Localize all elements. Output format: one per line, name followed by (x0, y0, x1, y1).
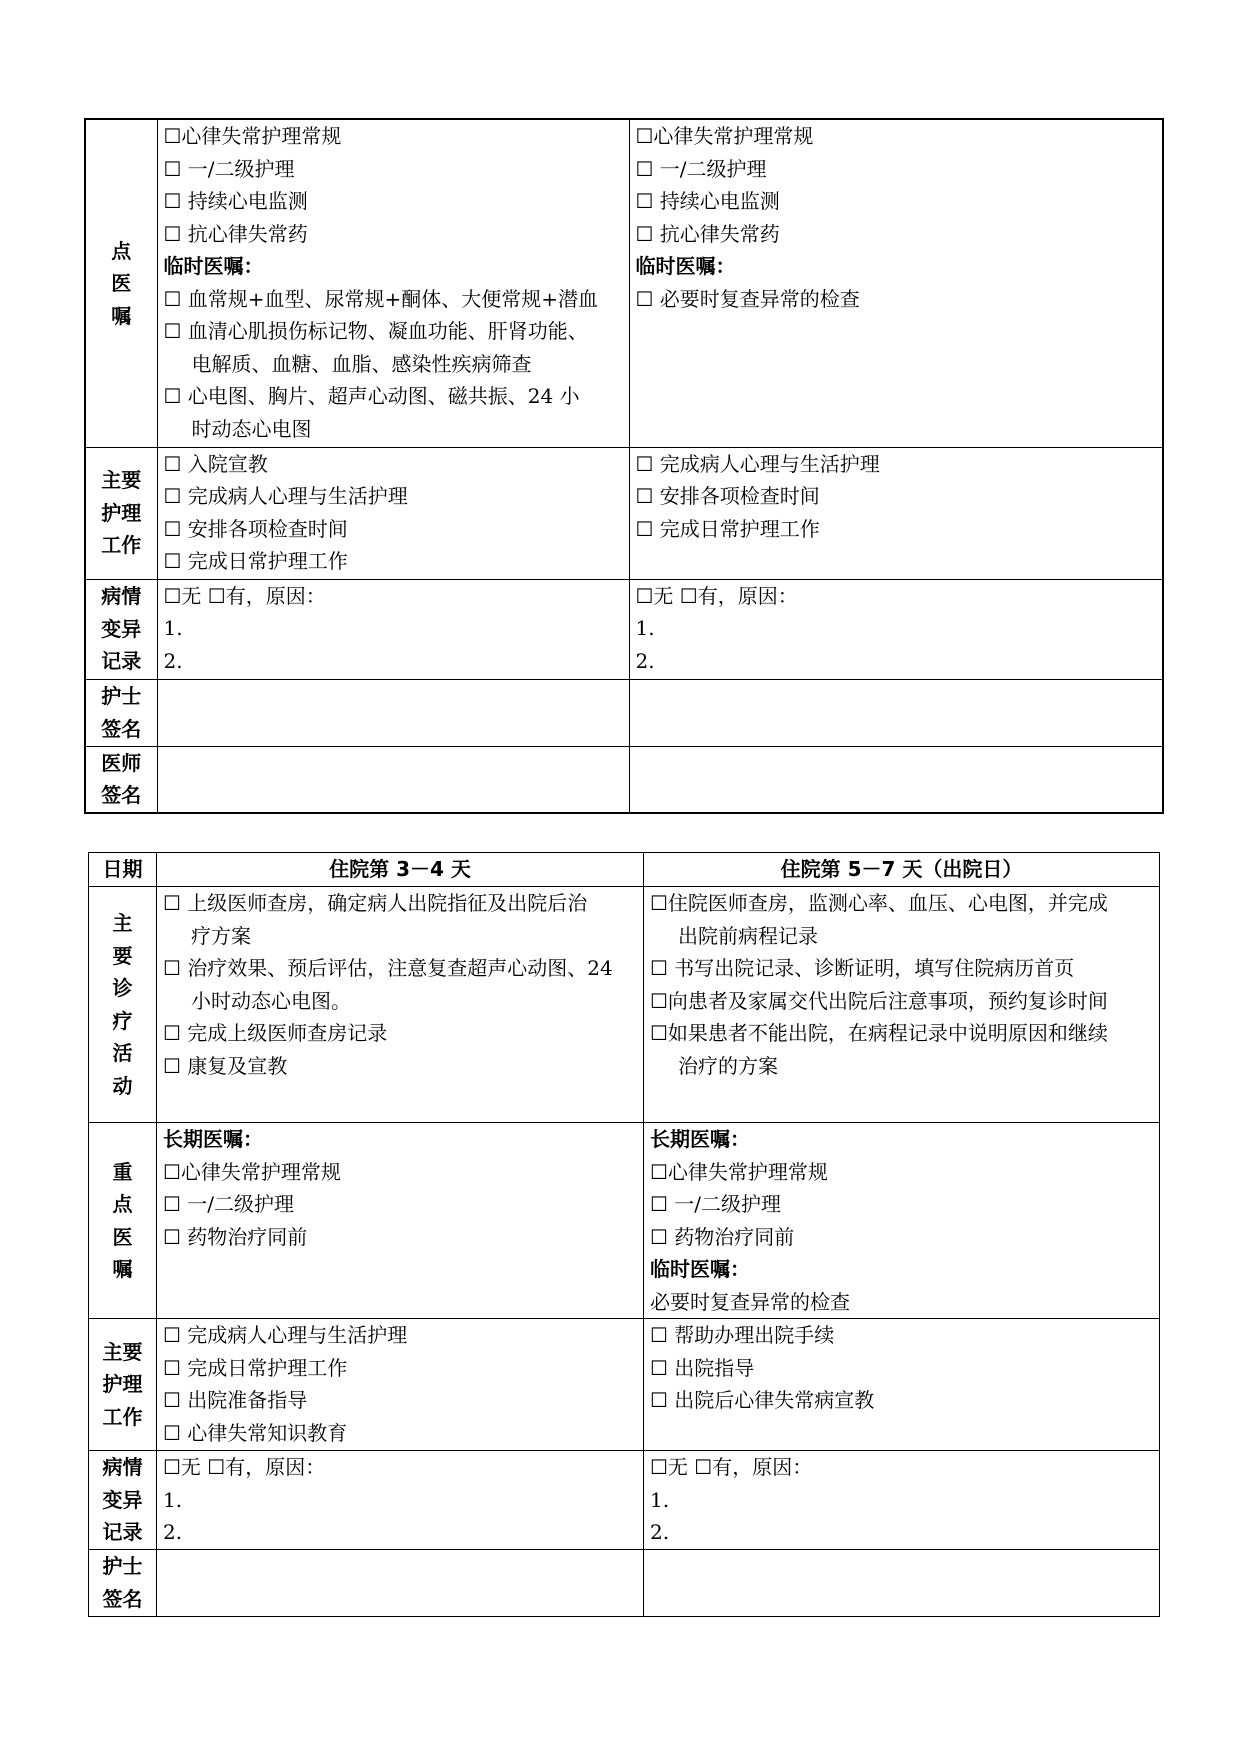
row-label-text: 疗 (112, 1008, 133, 1033)
row-label (89, 1549, 157, 1616)
row-label-text: 签名 (101, 716, 142, 741)
checklist-item: ☐心律失常护理常规 (163, 124, 342, 148)
clinical-pathway-table-days-1-2 (84, 118, 1164, 814)
left-column-cell (157, 119, 629, 447)
row-label-text: 护理 (101, 500, 142, 525)
checklist-item: ☐住院医师查房，监测心率、血压、心电图，并完成 (650, 891, 1108, 915)
nursing-work-row (85, 447, 1163, 579)
checklist-item: ☐ 一/二级护理 (650, 1192, 782, 1216)
right-column-cell (644, 1451, 1160, 1550)
nursing-work-row (89, 1319, 1160, 1451)
row-label-text: 工作 (101, 533, 142, 558)
checklist-item: ☐ 完成病人心理与生活护理 (635, 451, 880, 476)
row-label (89, 1319, 157, 1451)
checklist-item: 1. (163, 616, 183, 640)
diagnosis-treatment-row (89, 887, 1160, 1123)
row-label-text: 点 (112, 1192, 133, 1216)
row-label-text: 工作 (102, 1404, 143, 1429)
section-heading: 临时医嘱： (163, 254, 264, 278)
left-column-cell (157, 447, 629, 579)
row-label-text: 护理 (102, 1372, 143, 1397)
checklist-item: ☐心律失常护理常规 (650, 1159, 828, 1184)
checklist-item: ☐心律失常护理常规 (163, 1159, 341, 1184)
checklist-item: ☐ 完成日常护理工作 (635, 516, 820, 541)
row-label-text: 变异 (101, 616, 142, 641)
checklist-item: ☐ 出院准备指导 (163, 1388, 308, 1412)
checklist-item: ☐ 完成病人心理与生活护理 (163, 1323, 408, 1347)
row-label-text: 点 (111, 238, 132, 263)
checklist-item: ☐ 康复及宣教 (163, 1053, 288, 1078)
checklist-item: ☐ 完成上级医师查房记录 (163, 1021, 388, 1045)
right-column-cell (629, 679, 1163, 746)
left-column-cell (157, 746, 629, 813)
checklist-item: 必要时复查异常的检查 (650, 1289, 850, 1314)
row-label-text: 嘱 (111, 303, 132, 328)
right-column-cell (629, 119, 1163, 447)
checklist-item: ☐ 完成病人心理与生活护理 (163, 484, 408, 508)
checklist-item: ☐ 药物治疗同前 (650, 1224, 795, 1249)
checklist-item: 1. (650, 1487, 670, 1512)
variance-record-row (89, 1451, 1160, 1550)
checklist-item: ☐ 书写出院记录、诊断证明，填写住院病历首页 (650, 956, 1075, 980)
row-label-text: 要 (112, 943, 133, 968)
checklist-item: ☐ 抗心律失常药 (635, 221, 780, 246)
row-label (89, 1123, 157, 1319)
row-label-text: 主要 (102, 1339, 143, 1364)
row-label-text: 签名 (102, 1586, 143, 1611)
row-label-text: 签名 (101, 783, 142, 808)
checklist-item: ☐ 药物治疗同前 (163, 1224, 308, 1249)
left-column-cell (157, 1451, 644, 1550)
checklist-item: 2. (635, 648, 655, 673)
checklist-item: ☐ 完成日常护理工作 (163, 549, 348, 573)
left-column-cell (157, 887, 644, 1123)
row-label-text: 护士 (101, 684, 142, 708)
right-column-cell (644, 1549, 1160, 1616)
checklist-item: ☐如果患者不能出院，在病程记录中说明原因和继续 (650, 1021, 1108, 1045)
checklist-item: ☐ 上级医师查房，确定病人出院指征及出院后治 (163, 891, 588, 915)
checklist-item: ☐无 ☐有，原因： (635, 583, 798, 608)
checklist-item: ☐ 治疗效果、预后评估，注意复查超声心动图、24 (163, 956, 613, 980)
row-label-text: 变异 (102, 1487, 143, 1512)
day-5-7-header: 住院第 5－7 天（出院日） (644, 853, 1160, 887)
day-3-4-header: 住院第 3－4 天 (157, 853, 644, 887)
row-label (85, 119, 157, 447)
checklist-item: ☐ 安排各项检查时间 (163, 516, 348, 541)
table-body (85, 119, 1163, 813)
checklist-item: ☐ 安排各项检查时间 (635, 484, 820, 508)
row-label-text: 主要 (101, 468, 142, 493)
checklist-item: ☐ 出院指导 (650, 1355, 755, 1380)
row-label-text: 病情 (101, 584, 142, 609)
row-label-text: 医 (112, 1224, 133, 1249)
section-heading: 长期医嘱： (163, 1127, 263, 1151)
right-column-cell (629, 746, 1163, 813)
checklist-item: ☐ 抗心律失常药 (163, 221, 308, 246)
row-label-text: 动 (112, 1073, 133, 1098)
checklist-item: ☐ 一/二级护理 (163, 1192, 295, 1216)
checklist-item: ☐ 必要时复查异常的检查 (635, 286, 860, 311)
checklist-item: ☐无 ☐有，原因： (163, 1455, 326, 1479)
row-label-text: 医 (111, 271, 132, 295)
checklist-item: ☐ 血常规+血型、尿常规+酮体、大便常规+潜血 (163, 286, 599, 311)
section-heading: 长期医嘱： (650, 1127, 750, 1151)
checklist-item: ☐ 持续心电监测 (163, 189, 308, 213)
left-column-cell (157, 1549, 644, 1616)
row-label-text: 记录 (102, 1520, 143, 1544)
variance-record-row (85, 579, 1163, 679)
nurse-signature-row (85, 679, 1163, 746)
row-label (89, 887, 157, 1123)
row-label-text: 诊 (112, 976, 133, 1000)
row-label-text: 重 (112, 1159, 133, 1184)
checklist-item: ☐无 ☐有，原因： (650, 1455, 813, 1479)
date-header-label: 日期 (89, 853, 157, 887)
checklist-item: ☐无 ☐有，原因： (163, 583, 326, 608)
left-column-cell (157, 579, 629, 679)
orders-row (85, 119, 1163, 447)
checklist-item: ☐ 一/二级护理 (635, 156, 767, 181)
checklist-item: 2. (163, 648, 183, 673)
checklist-item: ☐ 心电图、胸片、超声心动图、磁共振、24 小 (163, 384, 580, 408)
checklist-item: ☐向患者及家属交代出院后注意事项，预约复诊时间 (650, 988, 1108, 1013)
left-column-cell (157, 1319, 644, 1451)
row-label (89, 1451, 157, 1550)
checklist-item: 2. (650, 1520, 670, 1544)
checklist-item: ☐ 完成日常护理工作 (163, 1355, 348, 1380)
checklist-item: ☐ 心律失常知识教育 (163, 1420, 348, 1445)
right-column-cell (644, 1123, 1160, 1319)
doctor-signature-row (85, 746, 1163, 813)
row-label (85, 447, 157, 579)
checklist-item: 1. (163, 1487, 183, 1512)
section-heading: 临时医嘱： (650, 1257, 750, 1281)
checklist-item-continuation: 出院前病程记录 (678, 923, 818, 948)
right-column-cell (629, 579, 1163, 679)
checklist-item-continuation: 电解质、血糖、血脂、感染性疾病筛查 (191, 351, 532, 376)
checklist-item-continuation: 治疗的方案 (678, 1053, 778, 1078)
right-column-cell (629, 447, 1163, 579)
row-label (85, 579, 157, 679)
nurse-signature-row (89, 1549, 1160, 1616)
checklist-item-continuation: 时动态心电图 (191, 416, 312, 441)
checklist-item: ☐ 持续心电监测 (635, 189, 780, 213)
row-label-text: 病情 (102, 1455, 143, 1479)
row-label-text: 活 (112, 1041, 133, 1065)
left-column-cell (157, 679, 629, 746)
clinical-pathway-table-days-3-7 (88, 852, 1160, 1617)
row-label (85, 746, 157, 813)
checklist-item: ☐ 入院宣教 (163, 451, 268, 476)
key-orders-row (89, 1123, 1160, 1319)
checklist-item: ☐ 一/二级护理 (163, 156, 295, 181)
checklist-item-continuation: 疗方案 (191, 923, 251, 948)
table-body (89, 887, 1160, 1617)
row-label (85, 679, 157, 746)
row-label-text: 嘱 (112, 1257, 133, 1281)
checklist-item-continuation: 小时动态心电图。 (191, 988, 351, 1013)
row-label-text: 记录 (101, 649, 142, 674)
section-heading: 临时医嘱： (635, 254, 736, 278)
right-column-cell (644, 887, 1160, 1123)
checklist-item: ☐ 帮助办理出院手续 (650, 1323, 835, 1347)
checklist-item: 2. (163, 1520, 183, 1544)
checklist-item: ☐ 出院后心律失常病宣教 (650, 1388, 875, 1412)
left-column-cell (157, 1123, 644, 1319)
right-column-cell (644, 1319, 1160, 1451)
checklist-item: ☐ 血清心肌损伤标记物、凝血功能、肝肾功能、 (163, 319, 588, 343)
row-label-text: 护士 (102, 1554, 143, 1578)
checklist-item: ☐心律失常护理常规 (635, 124, 814, 148)
checklist-item: 1. (635, 616, 655, 640)
header-row (89, 853, 1160, 887)
row-label-text: 医师 (101, 750, 142, 775)
row-label-text: 主 (112, 911, 133, 935)
